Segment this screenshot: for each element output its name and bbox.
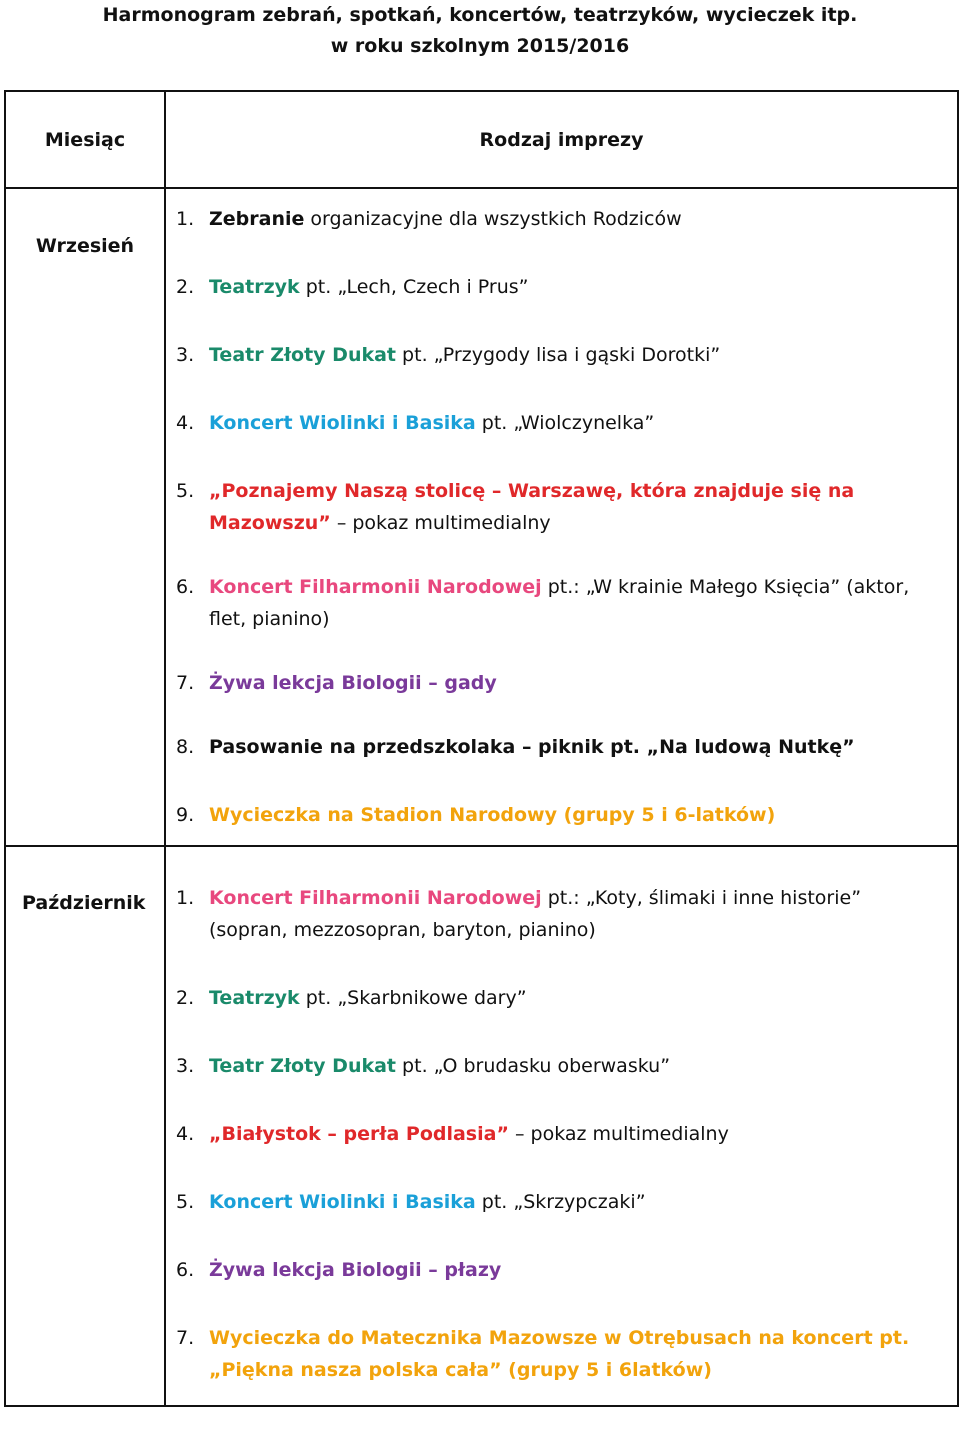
header-row — [5, 91, 958, 188]
event-item — [166, 1118, 957, 1150]
item-text: Koncert Filharmonii Narodowej — [209, 576, 542, 598]
item-text: – pokaz multimedialny — [508, 1123, 729, 1145]
item-number: 2. — [176, 276, 195, 298]
month-row-september — [5, 188, 958, 846]
item-number: 7. — [176, 672, 195, 694]
item-text: Teatrzyk — [209, 987, 300, 1009]
item-number: 3. — [176, 1055, 195, 1077]
item-text: pt.: „W krainie Małego Księcia” (aktor, flet, pianino) — [209, 576, 910, 630]
item-text: Wycieczka na Stadion Narodowy (grupy 5 i 6-latków) — [209, 804, 776, 826]
item-text: Żywa lekcja Biologii – gady — [209, 672, 497, 694]
item-text: Koncert Wiolinki i Basika — [209, 412, 476, 434]
item-text: Zebranie — [209, 208, 305, 230]
event-item — [166, 407, 957, 439]
item-text: organizacyjne dla wszystkich Rodziców — [304, 208, 682, 230]
item-text: Teatr Złoty Dukat — [209, 1055, 397, 1077]
event-item — [166, 1322, 957, 1386]
item-number: 7. — [176, 1327, 195, 1349]
event-item — [166, 731, 957, 763]
event-item — [166, 882, 957, 946]
item-text: pt. „Skrzypczaki” — [475, 1191, 646, 1213]
event-list-cell — [165, 188, 958, 846]
event-item — [166, 799, 957, 831]
item-text: pt. „Wiolczynelka” — [475, 412, 655, 434]
event-list-cell — [165, 846, 958, 1406]
event-item — [166, 475, 957, 539]
event-list — [166, 203, 957, 831]
item-number: 1. — [176, 887, 195, 909]
item-number: 4. — [176, 1123, 195, 1145]
item-text: „Poznajemy Naszą stolicę – Warszawę, która znajduje się na Mazowszu” — [209, 480, 855, 534]
item-text: pt. „O brudasku oberwasku” — [396, 1055, 671, 1077]
item-text: Teatr Złoty Dukat — [209, 344, 397, 366]
month-row-october — [5, 846, 958, 1406]
item-text: Wycieczka do Matecznika Mazowsze w Otrębusach na koncert pt. „Piękna nasza polska cała” (grupy 5 i 6latków) — [209, 1327, 910, 1381]
item-text: pt. „Skarbnikowe dary” — [299, 987, 527, 1009]
schedule-table — [4, 90, 959, 1407]
item-text: – pokaz multimedialny — [330, 512, 551, 534]
event-item — [166, 982, 957, 1014]
item-number: 6. — [176, 1259, 195, 1281]
event-item — [166, 1186, 957, 1218]
document-title — [0, 0, 960, 62]
item-number: 4. — [176, 412, 195, 434]
item-text: Teatrzyk — [209, 276, 300, 298]
item-text: pt. „Przygody lisa i gąski Dorotki” — [396, 344, 721, 366]
item-text: „Białystok – perła Podlasia” — [209, 1123, 509, 1145]
header-month: Miesiąc — [5, 91, 165, 188]
item-number: 3. — [176, 344, 195, 366]
item-text: Koncert Wiolinki i Basika — [209, 1191, 476, 1213]
event-item — [166, 667, 957, 699]
event-item — [166, 339, 957, 371]
item-number: 2. — [176, 987, 195, 1009]
event-item — [166, 203, 957, 235]
month-name: Październik — [5, 846, 165, 1406]
item-number: 9. — [176, 804, 195, 826]
item-text: Pasowanie na przedszkolaka – piknik pt. „Na ludową Nutkę” — [209, 736, 855, 758]
event-item — [166, 1254, 957, 1286]
month-name: Wrzesień — [5, 188, 165, 846]
header-event: Rodzaj imprezy — [165, 91, 958, 188]
item-text: pt. „Lech, Czech i Prus” — [299, 276, 529, 298]
title-line-1: Harmonogram zebrań, spotkań, koncertów, teatrzyków, wycieczek itp. — [102, 4, 858, 26]
item-text: Koncert Filharmonii Narodowej — [209, 887, 542, 909]
item-number: 6. — [176, 576, 195, 598]
item-number: 1. — [176, 208, 195, 230]
title-line-2: w roku szkolnym 2015/2016 — [330, 35, 630, 57]
item-number: 5. — [176, 1191, 195, 1213]
item-text: Żywa lekcja Biologii – płazy — [209, 1259, 502, 1281]
item-text: pt.: „Koty, ślimaki i inne historie” (sopran, mezzosopran, baryton, pianino) — [209, 887, 862, 941]
event-item — [166, 571, 957, 635]
item-number: 8. — [176, 736, 195, 758]
event-list — [166, 882, 957, 1386]
item-number: 5. — [176, 480, 195, 502]
event-item — [166, 1050, 957, 1082]
event-item — [166, 271, 957, 303]
